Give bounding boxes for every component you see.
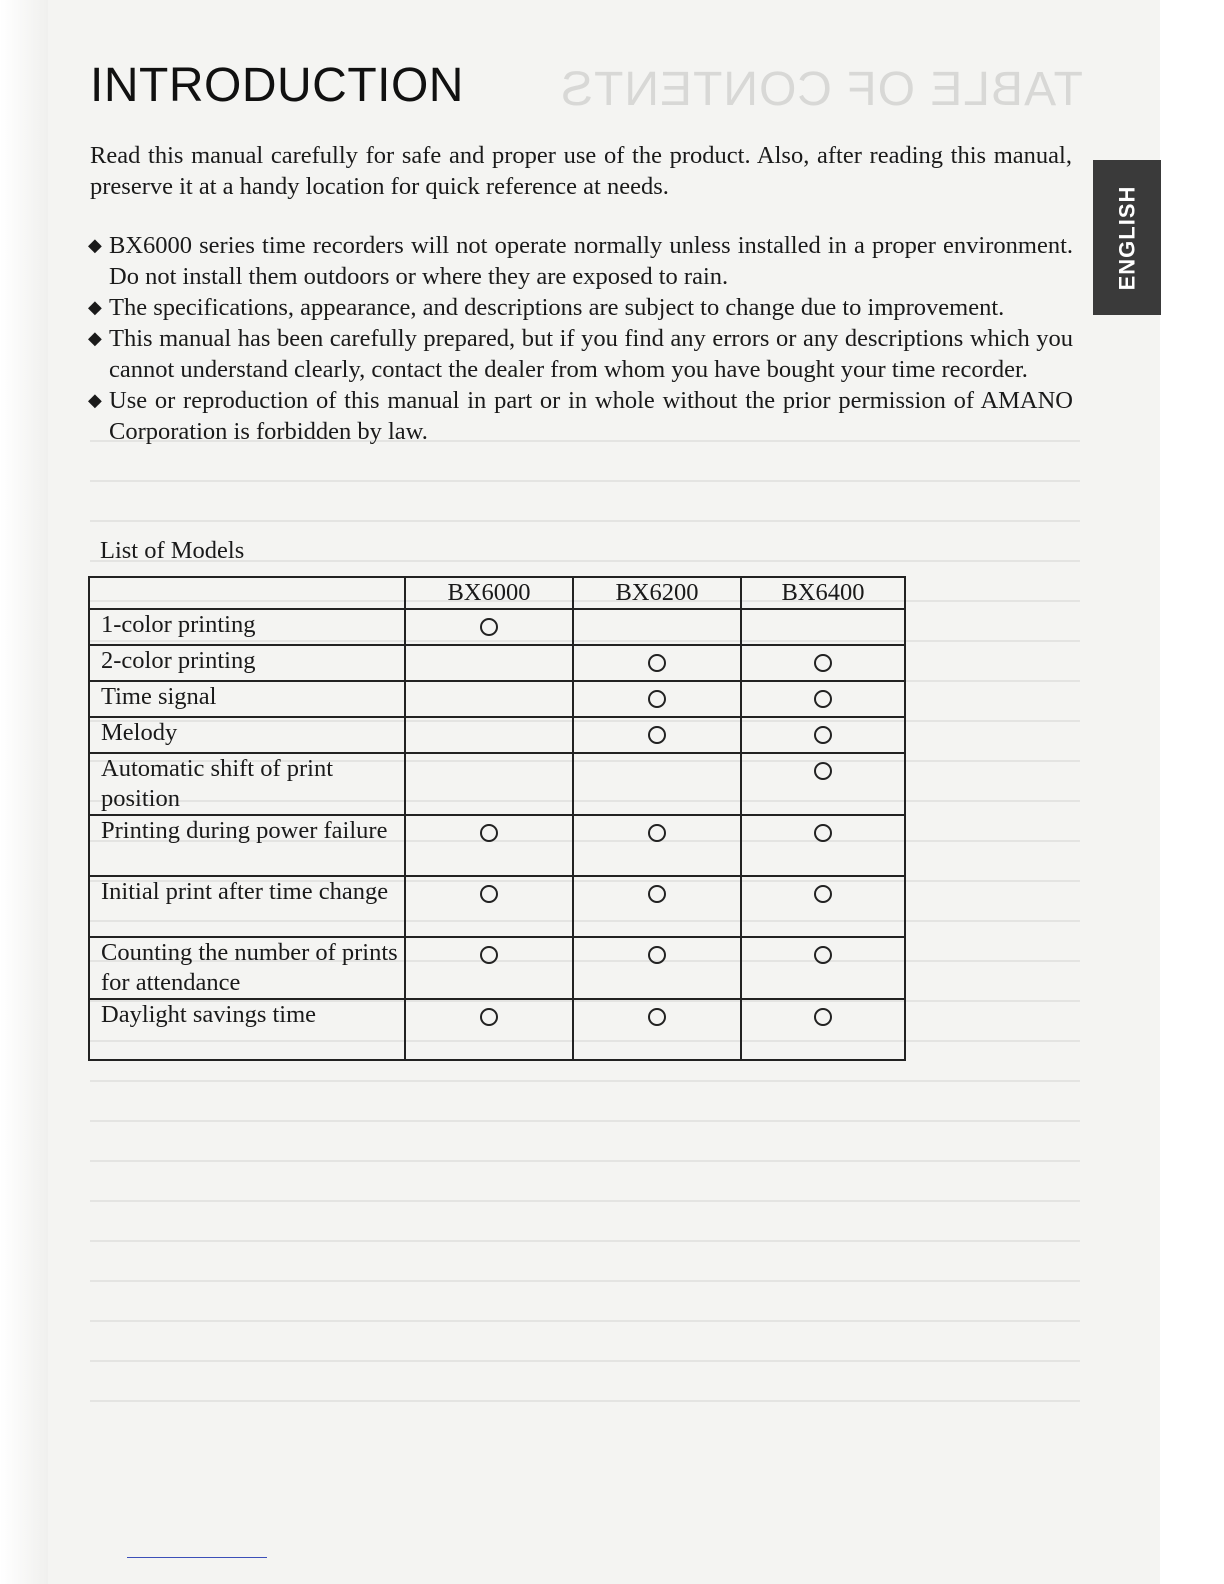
table-row	[89, 753, 905, 815]
feature-label: Melody	[89, 717, 405, 753]
table-row	[89, 645, 905, 681]
header-cell-empty	[89, 577, 405, 609]
header-cell-bx6000: BX6000	[405, 577, 573, 609]
header-cell-bx6400: BX6400	[741, 577, 905, 609]
diamond-bullet-icon: ◆	[88, 390, 102, 410]
page-title: INTRODUCTION	[90, 59, 464, 112]
circle-mark-icon	[814, 824, 832, 842]
feature-label: 1-color printing	[89, 609, 405, 645]
model-comparison-table	[88, 576, 906, 1061]
support-cell	[405, 937, 573, 999]
circle-mark-icon	[480, 824, 498, 842]
notice-item	[88, 230, 1073, 292]
support-cell	[741, 815, 905, 876]
table-row	[89, 681, 905, 717]
circle-mark-icon	[480, 1008, 498, 1026]
intro-paragraph: Read this manual carefully for safe and proper use of the product. Also, after reading this manual, preserve it at a handy location for quick reference at needs.	[90, 142, 1072, 200]
feature-label: Initial print after time change	[89, 876, 405, 937]
circle-mark-icon	[648, 726, 666, 744]
support-cell	[405, 753, 573, 815]
bleed-through-title: TABLE OF CONTENTS	[560, 63, 1083, 116]
support-cell	[405, 717, 573, 753]
circle-mark-icon	[648, 885, 666, 903]
support-cell	[405, 999, 573, 1060]
circle-mark-icon	[814, 762, 832, 780]
support-cell	[741, 937, 905, 999]
table-row	[89, 876, 905, 937]
support-cell	[573, 717, 741, 753]
table-body	[89, 609, 905, 1060]
diamond-bullet-icon: ◆	[88, 235, 102, 255]
circle-mark-icon	[648, 946, 666, 964]
footer-rule	[127, 1557, 267, 1558]
feature-label: Automatic shift of print position	[89, 753, 405, 815]
circle-mark-icon	[480, 618, 498, 636]
circle-mark-icon	[648, 654, 666, 672]
feature-label: Time signal	[89, 681, 405, 717]
circle-mark-icon	[814, 1008, 832, 1026]
support-cell	[741, 717, 905, 753]
support-cell	[573, 937, 741, 999]
support-cell	[573, 815, 741, 876]
support-cell	[573, 609, 741, 645]
feature-label: Daylight savings time	[89, 999, 405, 1060]
support-cell	[741, 681, 905, 717]
circle-mark-icon	[648, 1008, 666, 1026]
language-tab-label: ENGLISH	[1114, 185, 1140, 290]
support-cell	[741, 876, 905, 937]
support-cell	[573, 876, 741, 937]
support-cell	[741, 753, 905, 815]
table-row	[89, 815, 905, 876]
circle-mark-icon	[480, 885, 498, 903]
support-cell	[741, 645, 905, 681]
circle-mark-icon	[814, 885, 832, 903]
language-tab	[1093, 160, 1161, 315]
notice-text: BX6000 series time recorders will not operate normally unless installed in a proper environment. Do not install them outdoors or where they are exposed to rain.	[109, 232, 1073, 290]
support-cell	[741, 999, 905, 1060]
feature-label: Counting the number of prints for attendance	[89, 937, 405, 999]
support-cell	[573, 999, 741, 1060]
notice-text: This manual has been carefully prepared, but if you find any errors or any descriptions which you cannot understand clearly, contact the dealer from whom you have bought your time recorder.	[109, 325, 1073, 383]
support-cell	[573, 681, 741, 717]
circle-mark-icon	[814, 726, 832, 744]
table-row	[89, 937, 905, 999]
header-cell-bx6200: BX6200	[573, 577, 741, 609]
diamond-bullet-icon: ◆	[88, 328, 102, 348]
feature-label: Printing during power failure	[89, 815, 405, 876]
support-cell	[573, 753, 741, 815]
notice-text: The specifications, appearance, and descriptions are subject to change due to improvement.	[109, 294, 1005, 321]
notice-text: Use or reproduction of this manual in part or in whole without the prior permission of AMANO Corporation is forbidden by law.	[109, 387, 1073, 445]
table-caption: List of Models	[100, 537, 245, 564]
feature-label: 2-color printing	[89, 645, 405, 681]
notice-item	[88, 323, 1073, 385]
notice-item	[88, 385, 1073, 447]
notice-item	[88, 292, 1073, 323]
circle-mark-icon	[480, 946, 498, 964]
circle-mark-icon	[814, 946, 832, 964]
table-row	[89, 609, 905, 645]
support-cell	[405, 609, 573, 645]
table-row	[89, 999, 905, 1060]
circle-mark-icon	[648, 690, 666, 708]
circle-mark-icon	[814, 690, 832, 708]
circle-mark-icon	[814, 654, 832, 672]
notice-list	[88, 230, 1073, 447]
scan-edge	[0, 0, 48, 1584]
diamond-bullet-icon: ◆	[88, 297, 102, 317]
circle-mark-icon	[648, 824, 666, 842]
support-cell	[405, 645, 573, 681]
support-cell	[405, 876, 573, 937]
support-cell	[405, 815, 573, 876]
support-cell	[741, 609, 905, 645]
table-row	[89, 717, 905, 753]
table-header-row	[89, 577, 905, 609]
support-cell	[573, 645, 741, 681]
support-cell	[405, 681, 573, 717]
